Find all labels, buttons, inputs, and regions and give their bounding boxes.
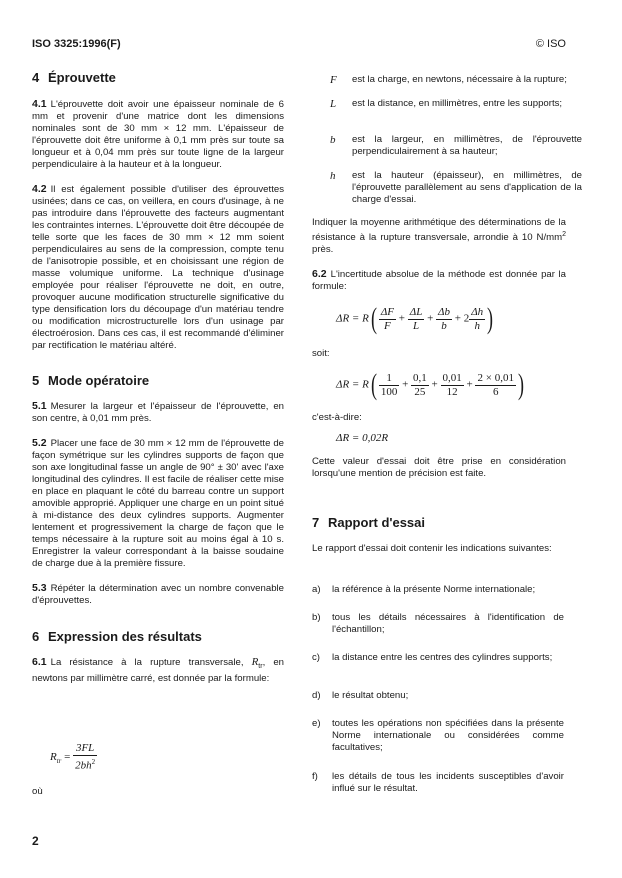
page-number: 2	[32, 834, 39, 848]
variable-L: L est la distance, en millimètres, entre les supports;	[330, 98, 563, 110]
variable-F: F est la charge, en newtons, nécessaire à la rupture;	[330, 74, 567, 86]
clause-6-2: 6.2 L'incertitude absolue de la méthode est donnée par la formule:	[312, 268, 566, 292]
formula-uncertainty-numeric: ΔR = R( $\frac{1}{100}$ + $\frac{0,1}{25}$ + $\frac{0,01}{12}$ + $\frac{2 \times 0,01}{6}$ )	[336, 368, 524, 401]
clause-4-1: 4.1 L'éprouvette doit avoir une épaisseur nominale de 6 mm et provenir d'une matrice dont les dimensions nominales sont de 30 mm × 12 mm. L'épaisseur de l'éprouvette doit être uniforme à 0,1 mm près sur toute sa longueur et à 0,04 mm près sur toute ligne de la largeur perpendiculaire à la hauteur et à la longueur.	[32, 98, 284, 170]
clause-4-2: 4.2 Il est également possible d'utiliser des éprouvettes usinées; dans ce cas, on veillera, en cours d'usinage, à ne pas introduire dans l'éprouvette des facteurs augmentant les contraintes internes. L'éprouvette doit être découpée de telle sorte que les faces de 30 mm × 12 mm soient perpendiculaires au sens de la compression, compte tenu de l'anisotropie possible, et en choisissant une région de masse volumique uniforme. La technique d'usinage employée pour réaliser l'éprouvette ne doit, en outre, provoquer aucune modification structurelle significative du type densification lors du découpage d'un matériau tendre ou modification microstructurelle lors d'un usinage par électroérosion. Dans ces cas, il est recommandé d'éliminer par rectification le matériau altéré.	[32, 183, 284, 351]
report-item-f: f) les détails de tous les incidents susceptibles d'avoir influé sur le résultat.	[312, 771, 564, 794]
report-item-e: e) toutes les opérations non spécifiées dans la présente Norme internationale ou considérées comme facultatives;	[312, 718, 564, 753]
report-item-d: d) le résultat obtenu;	[312, 690, 409, 701]
report-item-a: a) la référence à la présente Norme internationale;	[312, 584, 536, 595]
clause-5-2: 5.2 Placer une face de 30 mm × 12 mm de l'éprouvette de façon symétrique sur les cylindres supports de façon que son axe longitudinal fasse un angle de 90° ± 30' avec l'axe longitudinal des cylindres. Il est facile de réaliser cette mise en place en plaquant le côté du barreau contre un support amovible approprié. Appliquer une charge en un point situé à mi-distance des deux cylindres supports. Augmenter lentement et progressivement la charge de façon que le temps nécessaire à la rupture soit au moins égal à 10 s. Enregistrer la valeur correspondant à la baisse soudaine de charge due à la première fissure.	[32, 437, 284, 569]
formula-result: ΔR = 0,02R	[336, 432, 389, 444]
copyright-mark: © ISO	[535, 38, 566, 50]
formula-uncertainty: ΔR = R( $\frac{\Delta F}{F}$ + $\frac{\Delta L}{L}$ + $\frac{\Delta b}{b}$ + 2 $\frac{\Delta h}{h}$ )	[336, 302, 494, 335]
report-item-b: b) tous les détails nécessaires à l'identification de l'échantillon;	[312, 612, 564, 635]
mean-instruction: Indiquer la moyenne arithmétique des déterminations de la résistance à la rupture transversale, arrondie à 10 $N/mm^2$ près.	[312, 217, 566, 256]
soit-label: soit:	[312, 348, 330, 359]
variable-b: b est la largeur, en millimètres, de l'éprouvette perpendiculairement à sa hauteur;	[330, 134, 582, 157]
report-item-c: c) la distance entre les centres des cylindres supports;	[312, 652, 553, 663]
variable-h: h est la hauteur (épaisseur), en millimètres, de l'éprouvette parallèlement au sens d'application de la charge d'essai.	[330, 170, 582, 205]
clause-5-3: 5.3 Répéter la détermination avec un nombre convenable d'éprouvettes.	[32, 582, 284, 606]
section-6-heading: 6 Expression des résultats	[32, 629, 202, 644]
closing-note: Cette valeur d'essai doit être prise en considération lorsqu'une mention de précision est faite.	[312, 456, 566, 479]
clause-5-1: 5.1 Mesurer la largeur et l'épaisseur de l'éprouvette, en son centre, à 0,01 mm près.	[32, 400, 284, 424]
document-id: ISO 3325:1996(F)	[32, 38, 121, 50]
section-4-heading: 4 Éprouvette	[32, 70, 116, 85]
section-5-heading: 5 Mode opératoire	[32, 373, 150, 388]
cest-a-dire-label: c'est-à-dire:	[312, 412, 362, 423]
report-intro: Le rapport d'essai doit contenir les indications suivantes:	[312, 543, 552, 554]
section-7-heading: 7 Rapport d'essai	[312, 515, 426, 530]
formula-transverse-rupture: $R_{tr}$ = $\frac{3FL}{2bh^2}$	[50, 742, 96, 772]
left-column	[32, 72, 284, 685]
where-label: où	[32, 786, 43, 797]
clause-6-1: 6.1 La résistance à la rupture transversale, $R_{tr}$, en newtons par millimètre carré, est donnée par la formule:	[32, 656, 284, 684]
